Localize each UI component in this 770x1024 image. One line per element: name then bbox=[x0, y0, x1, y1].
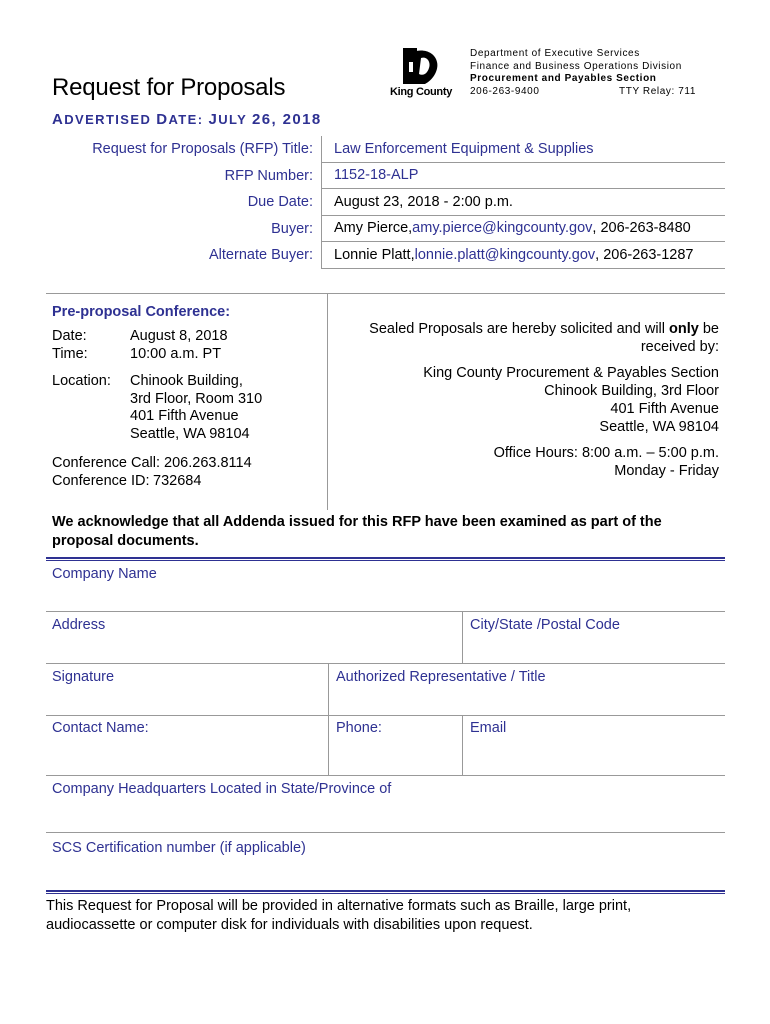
conference-heading: Pre-proposal Conference: bbox=[52, 304, 231, 320]
conference-call: Conference Call: 206.263.8114 bbox=[52, 455, 252, 471]
submission-address: King County Procurement & Payables Section Chinook Building, 3rd Floor 401 Fifth Avenue Seattle, WA 98104 bbox=[423, 365, 719, 435]
submission-info: Sealed Proposals are hereby solicited and will only be received by: King County Procurement & Payables Section Chinook Building, 3rd Floor 401 Fifth Avenue Seattle, WA 98104 Office Hours: 8:00 a.m. – 5:00 p.m. Monday - Friday bbox=[328, 294, 719, 480]
rfp-number-row bbox=[52, 163, 725, 190]
divider bbox=[46, 832, 725, 833]
due-date-value: August 23, 2018 - 2:00 p.m. bbox=[322, 189, 725, 216]
rfp-title-row bbox=[52, 136, 725, 163]
dept-line3: Procurement and Payables Section bbox=[470, 73, 657, 84]
pre-proposal-conference bbox=[46, 294, 328, 510]
page-title: Request for Proposals bbox=[52, 74, 286, 101]
divider bbox=[46, 715, 725, 716]
advertised-date: ADVERTISED DATE: JULY 26, 2018 bbox=[52, 111, 322, 128]
dept-phone: 206-263-9400 bbox=[470, 85, 540, 97]
solicitation-line: Sealed Proposals are hereby solicited and will only be bbox=[369, 321, 719, 337]
scs-certification-field[interactable]: SCS Certification number (if applicable) bbox=[52, 840, 306, 856]
rfp-number-value: 1152-18-ALP bbox=[322, 163, 725, 190]
alternate-buyer-email-link[interactable]: lonnie.platt@kingcounty.gov bbox=[414, 246, 596, 263]
authorized-rep-field[interactable]: Authorized Representative / Title bbox=[336, 669, 546, 685]
divider bbox=[46, 663, 725, 664]
alternate-buyer-label: Alternate Buyer: bbox=[52, 242, 322, 269]
office-hours: Office Hours: 8:00 a.m. – 5:00 p.m. Monday - Friday bbox=[493, 445, 719, 479]
alternate-buyer-value: Lonnie Platt, lonnie.platt@kingcounty.gov , 206-263-1287 bbox=[322, 242, 725, 269]
dept-line1: Department of Executive Services bbox=[470, 48, 640, 59]
divider bbox=[46, 890, 725, 894]
divider bbox=[46, 611, 725, 612]
headquarters-field[interactable]: Company Headquarters Located in State/Province of bbox=[52, 781, 392, 797]
due-date-row bbox=[52, 189, 725, 216]
email-field[interactable]: Email bbox=[470, 720, 507, 736]
signature-field[interactable]: Signature bbox=[52, 669, 115, 685]
buyer-email-link[interactable]: amy.pierce@kingcounty.gov bbox=[412, 220, 593, 237]
divider bbox=[46, 775, 725, 776]
rfp-title-value: Law Enforcement Equipment & Supplies bbox=[322, 136, 725, 163]
address-field[interactable]: Address bbox=[52, 617, 106, 633]
rfp-info-table bbox=[52, 136, 725, 269]
rfp-title-label: Request for Proposals (RFP) Title: bbox=[52, 136, 322, 163]
buyer-row bbox=[52, 216, 725, 243]
divider bbox=[328, 716, 329, 776]
contact-name-field[interactable]: Contact Name: bbox=[52, 720, 149, 736]
conference-id: Conference ID: 732684 bbox=[52, 472, 202, 489]
department-block bbox=[470, 48, 710, 98]
divider bbox=[46, 557, 725, 561]
king-county-emblem-icon bbox=[383, 46, 459, 86]
accessibility-notice: This Request for Proposal will be provided in alternative formats such as Braille, large print, audiocassette or computer disk for individuals with disabilities upon request. bbox=[46, 898, 632, 933]
buyer-value: Amy Pierce, amy.pierce@kingcounty.gov , 206-263-8480 bbox=[322, 216, 725, 243]
conference-section bbox=[46, 293, 725, 509]
rfp-number-label: RFP Number: bbox=[52, 163, 322, 190]
king-county-logo bbox=[383, 46, 459, 102]
company-name-field[interactable]: Company Name bbox=[52, 566, 157, 582]
buyer-label: Buyer: bbox=[52, 216, 322, 243]
dept-tty: TTY Relay: 711 bbox=[619, 85, 696, 97]
city-state-postal-field[interactable]: City/State /Postal Code bbox=[470, 617, 620, 633]
conference-date: Date: August 8, 2018 bbox=[52, 328, 228, 344]
due-date-label: Due Date: bbox=[52, 189, 322, 216]
conference-time: Time: 10:00 a.m. PT bbox=[52, 345, 222, 362]
divider bbox=[328, 664, 329, 716]
phone-field[interactable]: Phone: bbox=[336, 720, 382, 736]
divider bbox=[462, 612, 463, 664]
dept-line2: Finance and Business Operations Division bbox=[470, 60, 682, 72]
alternate-buyer-row bbox=[52, 242, 725, 269]
conference-location: Location: Chinook Building, 3rd Floor, Room 310 401 Fifth Avenue Seattle, WA 98104 bbox=[52, 373, 263, 442]
divider bbox=[462, 716, 463, 776]
logo-text: King County bbox=[389, 86, 453, 98]
addenda-acknowledgement: We acknowledge that all Addenda issued for this RFP have been examined as part of the proposal documents. bbox=[52, 514, 662, 549]
